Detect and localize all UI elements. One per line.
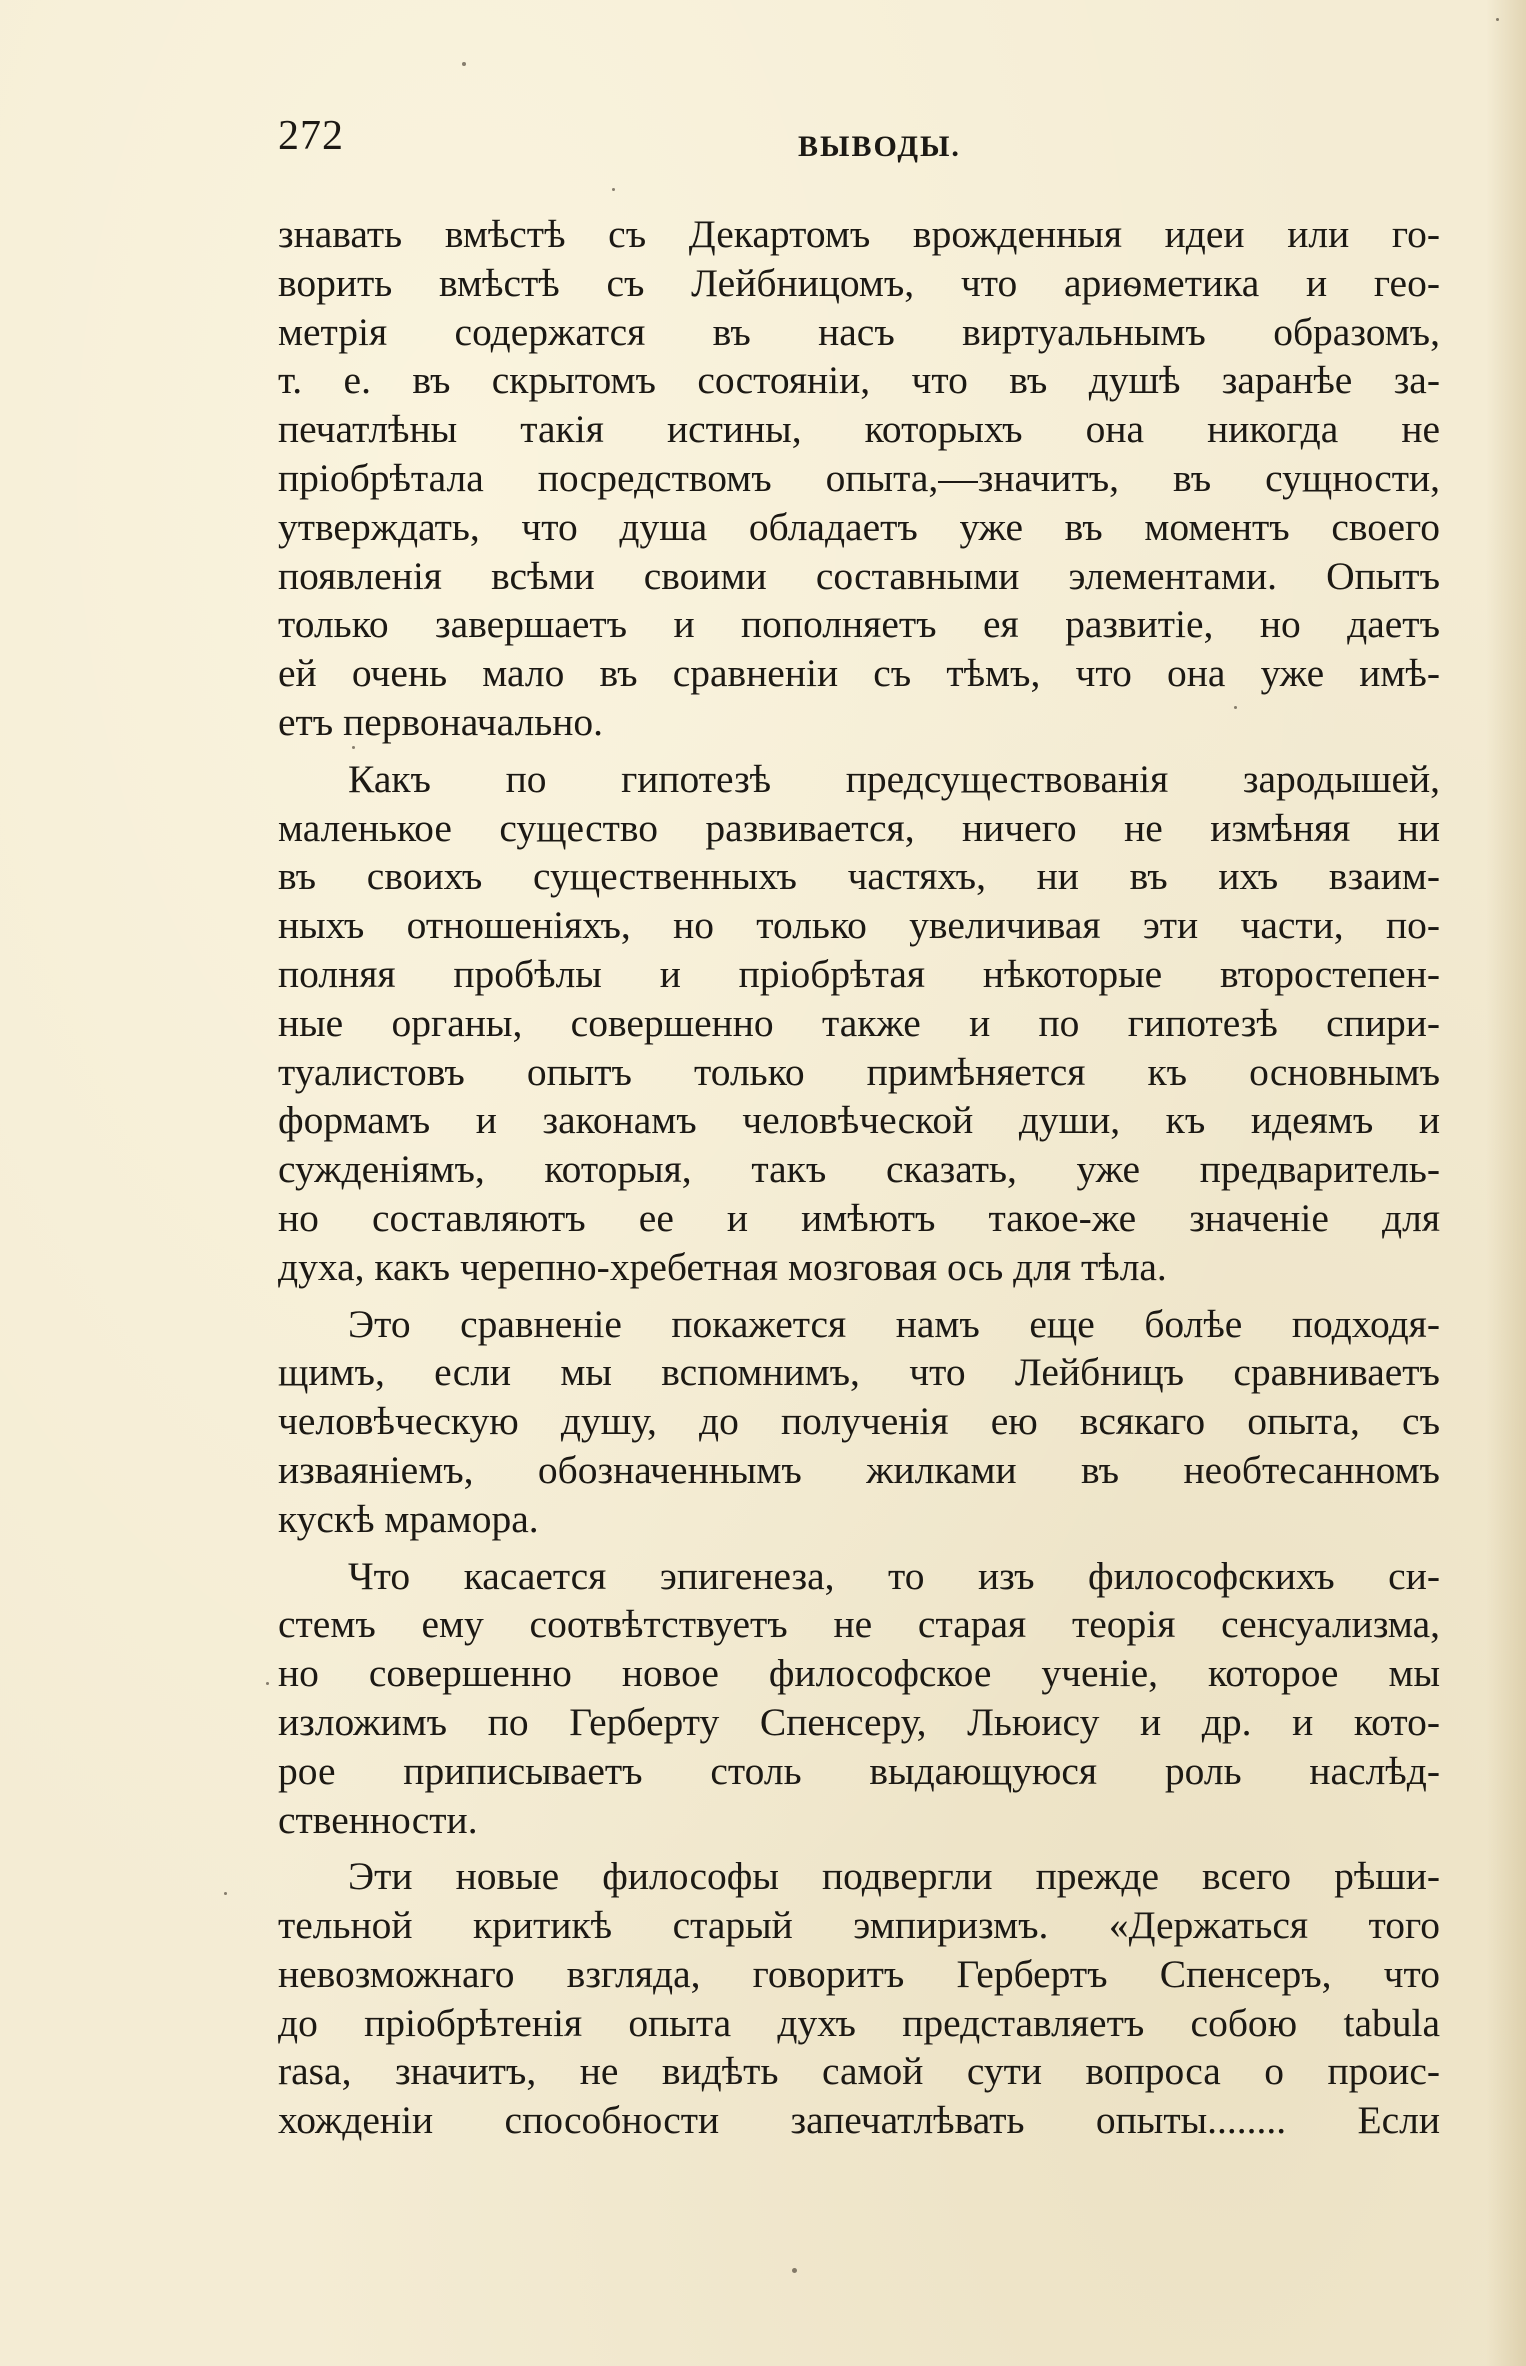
body-text <box>278 210 1440 2145</box>
paragraph-gap <box>278 1292 1440 1300</box>
paragraph <box>278 1852 1440 2145</box>
text-line: метрія содержатся въ насъ виртуальнымъ образомъ, <box>278 309 1440 354</box>
text-line: ные органы, совершенно также и по гипотезѣ спири- <box>278 1000 1440 1045</box>
text-line: но совершенно новое философское ученіе, которое мы <box>278 1651 1440 1696</box>
text-line: Что касается эпигенеза, то изъ философскихъ си- <box>348 1553 1440 1598</box>
paragraph-gap <box>278 747 1440 755</box>
text-line: только завершаетъ и пополняетъ ея развитіе, но даетъ <box>278 602 1440 647</box>
text-line: етъ первоначально. <box>278 699 603 744</box>
page-number: 272 <box>278 113 344 159</box>
text-line: щимъ, если мы вспомнимъ, что Лейбницъ сравниваетъ <box>278 1350 1440 1395</box>
text-line: тельной критикѣ старый эмпиризмъ. «Держаться того <box>278 1903 1440 1948</box>
text-line: Эти новые философы подвергли прежде всего рѣши- <box>348 1854 1440 1899</box>
paragraph <box>278 1552 1440 1845</box>
text-line: печатлѣны такія истины, которыхъ она никогда не <box>278 407 1440 452</box>
text-line: невозможнаго взгляда, говоритъ Гербертъ Спенсеръ, что <box>278 1951 1440 1996</box>
text-line: сужденіямъ, которыя, такъ сказать, уже предваритель- <box>278 1147 1440 1192</box>
text-line: въ своихъ существенныхъ частяхъ, ни въ ихъ взаим- <box>278 854 1440 899</box>
text-line: утверждать, что душа обладаетъ уже въ моментъ своего <box>278 504 1440 549</box>
paragraph <box>278 755 1440 1292</box>
text-line: но составляютъ ее и имѣютъ такое-же значеніе для <box>278 1195 1440 1240</box>
text-line: до пріобрѣтенія опыта духъ представляетъ собою tabula <box>278 2000 1440 2045</box>
running-head: ВЫВОДЫ. <box>798 130 961 163</box>
text-line: кускѣ мрамора. <box>278 1496 539 1541</box>
text-line: рое приписываетъ столь выдающуюся роль наслѣд- <box>278 1748 1440 1793</box>
text-line: ей очень мало въ сравненіи съ тѣмъ, что она уже имѣ- <box>278 651 1440 696</box>
text-line: пріобрѣтала посредствомъ опыта,—значитъ, въ сущности, <box>278 455 1440 500</box>
paragraph <box>278 1300 1440 1544</box>
text-line: т. е. въ скрытомъ состояніи, что въ душѣ заранѣе за- <box>278 358 1440 403</box>
paper-speck <box>1496 18 1499 21</box>
text-line: ственности. <box>278 1797 478 1842</box>
paper-speck <box>462 62 466 66</box>
text-line: ныхъ отношеніяхъ, но только увеличивая эти части, по- <box>278 903 1440 948</box>
paper-speck <box>612 188 615 191</box>
text-line: формамъ и законамъ человѣческой души, къ идеямъ и <box>278 1098 1440 1143</box>
text-line: туалистовъ опытъ только примѣняется къ основнымъ <box>278 1049 1440 1094</box>
text-line: Это сравненіе покажется намъ еще болѣе подходя- <box>348 1301 1440 1346</box>
text-line: маленькое существо развивается, ничего не измѣняя ни <box>278 805 1440 850</box>
page-edge-shadow <box>1486 0 1526 2366</box>
text-line: изложимъ по Герберту Спенсеру, Льюису и др. и кото- <box>278 1699 1440 1744</box>
paper-speck <box>266 1682 269 1685</box>
text-line: появленія всѣми своими составными элементами. Опытъ <box>278 553 1440 598</box>
text-line: хожденіи способности запечатлѣвать опыты........ Если <box>278 2098 1440 2143</box>
paper-speck <box>1234 706 1237 709</box>
paper-speck <box>352 746 355 749</box>
paragraph-gap <box>278 1844 1440 1852</box>
page-header <box>278 112 1438 172</box>
text-line: стемъ ему соотвѣтствуетъ не старая теорія сенсуализма, <box>278 1602 1440 1647</box>
text-line: rasa, значитъ, не видѣть самой сути вопроса о проис- <box>278 2049 1440 2094</box>
text-line: Какъ по гипотезѣ предсуществованія зародышей, <box>348 756 1440 801</box>
paper-speck <box>792 2268 797 2273</box>
text-line: полняя пробѣлы и пріобрѣтая нѣкоторые второстепен- <box>278 951 1440 996</box>
text-line: знавать вмѣстѣ съ Декартомъ врожденныя идеи или го- <box>278 212 1440 256</box>
text-line: человѣческую душу, до полученія ею всякаго опыта, съ <box>278 1399 1440 1444</box>
text-line: изваяніемъ, обозначеннымъ жилками въ необтесанномъ <box>278 1447 1440 1492</box>
text-line: ворить вмѣстѣ съ Лейбницомъ, что ариѳметика и гео- <box>278 260 1440 305</box>
paragraph <box>278 210 1440 747</box>
paper-speck <box>224 1892 227 1895</box>
paragraph-gap <box>278 1544 1440 1552</box>
text-line: духа, какъ черепно-хребетная мозговая ось для тѣла. <box>278 1244 1167 1289</box>
